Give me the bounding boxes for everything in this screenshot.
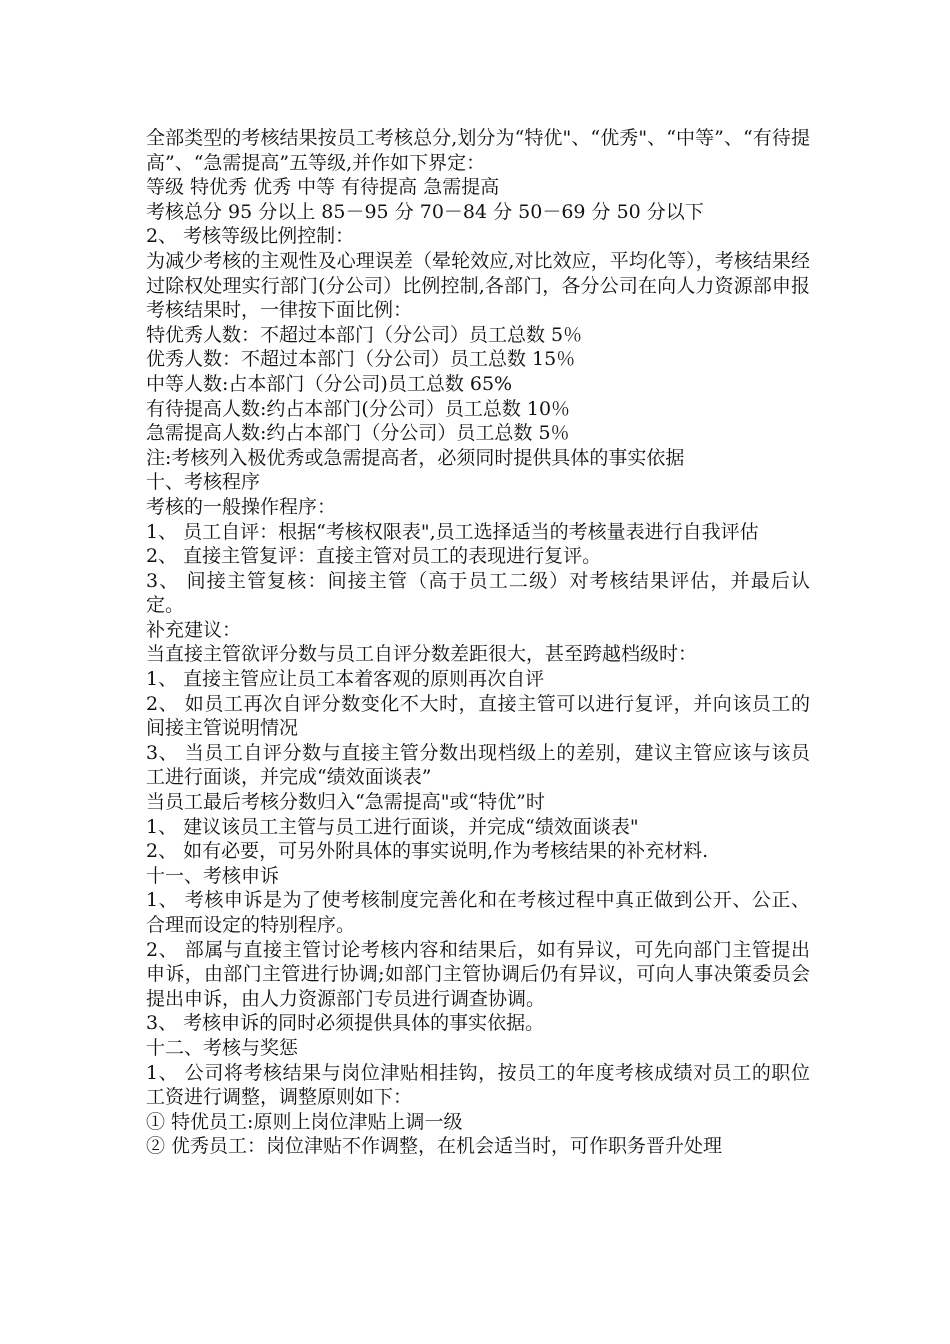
paragraph-supplement-item-1: 1、 直接主管应让员工本着客观的原则再次自评 [146,668,545,691]
paragraph-supplement-intro: 当直接主管欲评分数与员工自评分数差距很大，甚至跨越档级时： [146,643,698,666]
paragraph-grade-levels: 等级 特优秀 优秀 中等 有待提高 急需提高 [146,176,500,199]
section-heading-procedure: 十、考核程序 [146,471,261,494]
paragraph-ratio-to-improve: 有待提高人数:约占本部门(分公司）员工总数 10％ [146,397,571,420]
paragraph-grade-definition: 全部类型的考核结果按员工考核总分,划分为“特优"、“优秀"、“中等”、“有待提高”、“急需提高”五等级,并作如下界定： [146,127,810,174]
paragraph-final-score-item-1: 1、 建议该员工主管与员工进行面谈，并完成“绩效面谈表" [146,815,639,838]
paragraph-ratio-excellent-plus: 特优秀人数：不超过本部门（分公司）员工总数 5％ [146,323,583,346]
paragraph-rewards-circled-2: ② 优秀员工：岗位津贴不作调整，在机会适当时，可作职务晋升处理 [146,1135,723,1158]
paragraph-procedure-intro: 考核的一般操作程序： [146,495,337,518]
section-heading-appeal: 十一、考核申诉 [146,864,280,887]
paragraph-ratio-control-heading: 2、 考核等级比例控制： [146,225,355,248]
paragraph-final-score-item-2: 2、 如有必要，可另外附具体的事实说明,作为考核结果的补充材料. [146,840,709,863]
paragraph-rewards-circled-1: ① 特优员工:原则上岗位津贴上调一级 [146,1110,463,1133]
paragraph-final-score-intro: 当员工最后考核分数归入“急需提高"或“特优”时 [146,791,545,814]
paragraph-appeal-item-3: 3、 考核申诉的同时必须提供具体的事实依据。 [146,1012,545,1035]
paragraph-ratio-medium: 中等人数:占本部门（分公司)员工总数 65% [146,372,513,395]
paragraph-grade-scores: 考核总分 95 分以上 85－95 分 70－84 分 50－69 分 50 分以下 [146,200,704,223]
paragraph-ratio-note: 注:考核列入极优秀或急需提高者，必须同时提供具体的事实依据 [146,446,685,469]
paragraph-ratio-excellent: 优秀人数：不超过本部门（分公司）员工总数 15％ [146,348,576,371]
paragraph-ratio-control-intro: 为减少考核的主观性及心理误差（晕轮效应,对比效应，平均化等），考核结果经过除权处理实行部门(分公司）比例控制,各部门，各分公司在向人力资源部申报考核结果时，一律按下面比例： [146,249,810,322]
paragraph-ratio-urgent-improve: 急需提高人数:约占本部门（分公司）员工总数 5％ [146,422,570,445]
paragraph-supplement-heading: 补充建议： [146,618,242,641]
section-heading-rewards: 十二、考核与奖惩 [146,1036,299,1059]
paragraph-procedure-step-3: 3、 间接主管复核：间接主管（高于员工二级）对考核结果评估，并最后认定。 [146,569,810,617]
paragraph-supplement-item-3: 3、 当员工自评分数与直接主管分数出现档级上的差别，建议主管应该与该员工进行面谈，并完成“绩效面谈表” [146,741,810,789]
paragraph-appeal-item-1: 1、 考核申诉是为了使考核制度完善化和在考核过程中真正做到公开、公正、合理而设定的特别程序。 [146,889,810,936]
paragraph-supplement-item-2: 2、 如员工再次自评分数变化不大时，直接主管可以进行复评，并向该员工的间接主管说明情况 [146,692,810,740]
paragraph-procedure-step-2: 2、 直接主管复评：直接主管对员工的表现进行复评。 [146,545,602,568]
paragraph-procedure-step-1: 1、 员工自评：根据“考核权限表",员工选择适当的考核量表进行自我评估 [146,520,759,543]
paragraph-appeal-item-2: 2、 部属与直接主管讨论考核内容和结果后，如有异议，可先向部门主管提出申诉，由部门主管进行协调;如部门主管协调后仍有异议，可向人事决策委员会提出申诉，由人力资源部门专员进行调查协调。 [146,938,810,1010]
document-body [146,126,810,1159]
paragraph-rewards-item-1: 1、 公司将考核结果与岗位津贴相挂钩，按员工的年度考核成绩对员工的职位工资进行调整，调整原则如下： [146,1061,810,1109]
